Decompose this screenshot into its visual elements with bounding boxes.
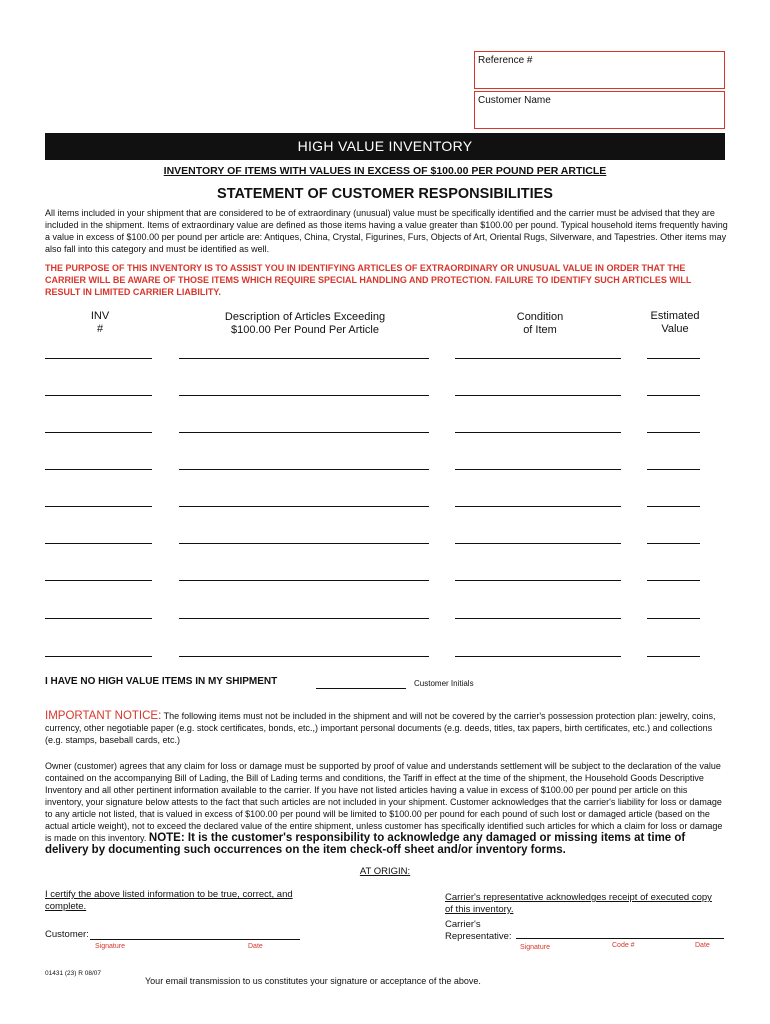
important-notice-heading: IMPORTANT NOTICE: [45, 710, 162, 722]
customer-signature-field[interactable] [90, 939, 300, 940]
description-field[interactable] [179, 618, 429, 619]
customer-signature-caption: Signature [95, 943, 125, 950]
condition-field[interactable] [455, 469, 621, 470]
estimated-value-field[interactable] [647, 469, 700, 470]
inv-number-field[interactable] [45, 432, 152, 433]
condition-field[interactable] [455, 580, 621, 581]
purpose-paragraph: THE PURPOSE OF THIS INVENTORY IS TO ASSIST YOU IN IDENTIFYING ARTICLES OF EXTRAORDINARY OR UNUSUAL VALUE IN ORDER THAT THE CARRIER WILL BE AWARE OF THOSE ITEMS WHICH REQUIRE SPECIAL HANDLING AND PROTECTION. FAILURE TO IDENTIFY SUCH ARTICLES WILL RESULT IN LIMITED CARRIER LIABILITY. [45, 263, 692, 297]
carrier-ack-statement: Carrier's representative acknowledges receipt of executed copy of this inventory. [445, 892, 712, 915]
at-origin-label: AT ORIGIN: [359, 866, 411, 877]
intro-paragraph: All items included in your shipment that are considered to be of extraordinary (unusual) value must be specifically identified and the carrier must be advised that they are included in the shipment. Items of extraordinary value are defined as those items having a value greater than $100.00 per pound. Typical household items frequently having a value in excess of $100.00 per pound per article are: Antiques, China, Crystal, Figurines, Furs, Objects of Art, Oriental Rugs, Silverware, and Tapestries. Other items may also fall into this category and must be identified as well. [45, 208, 728, 254]
description-field[interactable] [179, 358, 429, 359]
reference-label: Reference # [478, 55, 533, 66]
column-header-condition: Condition of Item [516, 311, 564, 336]
condition-field[interactable] [455, 395, 621, 396]
important-notice [45, 710, 728, 746]
customer-date-caption: Date [248, 943, 263, 950]
condition-field[interactable] [455, 358, 621, 359]
estimated-value-field[interactable] [647, 432, 700, 433]
condition-field[interactable] [455, 618, 621, 619]
page-title: HIGH VALUE INVENTORY [45, 133, 725, 160]
agreement-text: Owner (customer) agrees that any claim for loss or damage must be supported by proof of value and understands settlement will be subject to the declaration of the value contained on the accompanying Bill of Lading, the Bill of Lading terms and conditions, the Tariff in effect at the time of the shipment, the Household Goods Descriptive Inventory and all other pertinent information available to the carrier. If you have not listed articles having a value in excess of $100.00 per pound per article on this inventory, your signature below attests to the fact that such articles are not included in your shipment. Customer acknowledges that the carrier's liability for loss or damage to any article not listed, that is valued in excess of $100.00 per pound will be limited to $100.00 per pound for each pound of such lost or damaged article (based on the actual article weight), not to exceed the declared value of the entire shipment, unless customer has specifically identified such articles for which a claim for loss or damage is made on this inventory. [45, 761, 723, 843]
inv-number-field[interactable] [45, 358, 152, 359]
customer-initials-field[interactable] [316, 688, 406, 689]
column-header-description: Description of Articles Exceeding $100.00 Per Pound Per Article [224, 311, 386, 336]
description-field[interactable] [179, 656, 429, 657]
column-header-inv: INV # [90, 310, 110, 335]
estimated-value-field[interactable] [647, 656, 700, 657]
no-high-value-label: I HAVE NO HIGH VALUE ITEMS IN MY SHIPMENT [45, 676, 278, 687]
inv-number-field[interactable] [45, 543, 152, 544]
important-notice-text: The following items must not be included in the shipment and will not be covered by the carrier's possession protection plan: jewelry, coins, currency, other negotiable paper (e.g. stock certificates, bonds, etc.,) important personal documents (e.g. deeds, titles, tax papers, birth certificates, etc.) and collections (e.g. stamps, baseball cards, etc.) [45, 711, 716, 745]
estimated-value-field[interactable] [647, 580, 700, 581]
inv-number-field[interactable] [45, 506, 152, 507]
customer-label: Customer: [45, 929, 89, 940]
subtitle: INVENTORY OF ITEMS WITH VALUES IN EXCESS OF $100.00 PER POUND PER ARTICLE [163, 165, 607, 177]
estimated-value-field[interactable] [647, 543, 700, 544]
column-header-value: Estimated Value [650, 310, 700, 335]
inv-number-field[interactable] [45, 469, 152, 470]
carrier-signature-field[interactable] [516, 938, 724, 939]
estimated-value-field[interactable] [647, 358, 700, 359]
email-note: Your email transmission to us constitutes your signature or acceptance of the above. [145, 976, 481, 986]
agreement-note: NOTE: It is the customer's responsibility to acknowledge any damaged or missing items at time of delivery by documenting such occurrences on the item check-off sheet and/or inventory forms. [45, 832, 686, 856]
condition-field[interactable] [455, 656, 621, 657]
description-field[interactable] [179, 469, 429, 470]
reference-field[interactable] [474, 51, 725, 89]
description-field[interactable] [179, 580, 429, 581]
form-code: 01431 (23) R 08/07 [45, 970, 102, 977]
carrier-rep-label: Carrier's Representative: [445, 919, 512, 942]
description-field[interactable] [179, 506, 429, 507]
description-field[interactable] [179, 432, 429, 433]
condition-field[interactable] [455, 543, 621, 544]
carrier-code-caption: Code # [612, 942, 635, 949]
carrier-signature-caption: Signature [520, 944, 550, 951]
inv-number-field[interactable] [45, 395, 152, 396]
inv-number-field[interactable] [45, 618, 152, 619]
customer-name-label: Customer Name [478, 95, 551, 106]
description-field[interactable] [179, 395, 429, 396]
inv-number-field[interactable] [45, 580, 152, 581]
estimated-value-field[interactable] [647, 618, 700, 619]
estimated-value-field[interactable] [647, 395, 700, 396]
customer-initials-label: Customer Initials [414, 679, 474, 688]
inv-number-field[interactable] [45, 656, 152, 657]
carrier-date-caption: Date [695, 942, 710, 949]
condition-field[interactable] [455, 506, 621, 507]
statement-title: STATEMENT OF CUSTOMER RESPONSIBILITIES [217, 186, 553, 202]
agreement-paragraph [45, 760, 728, 856]
certify-statement: I certify the above listed information to be true, correct, and complete. [45, 889, 293, 912]
description-field[interactable] [179, 543, 429, 544]
estimated-value-field[interactable] [647, 506, 700, 507]
condition-field[interactable] [455, 432, 621, 433]
customer-name-field[interactable] [474, 91, 725, 129]
